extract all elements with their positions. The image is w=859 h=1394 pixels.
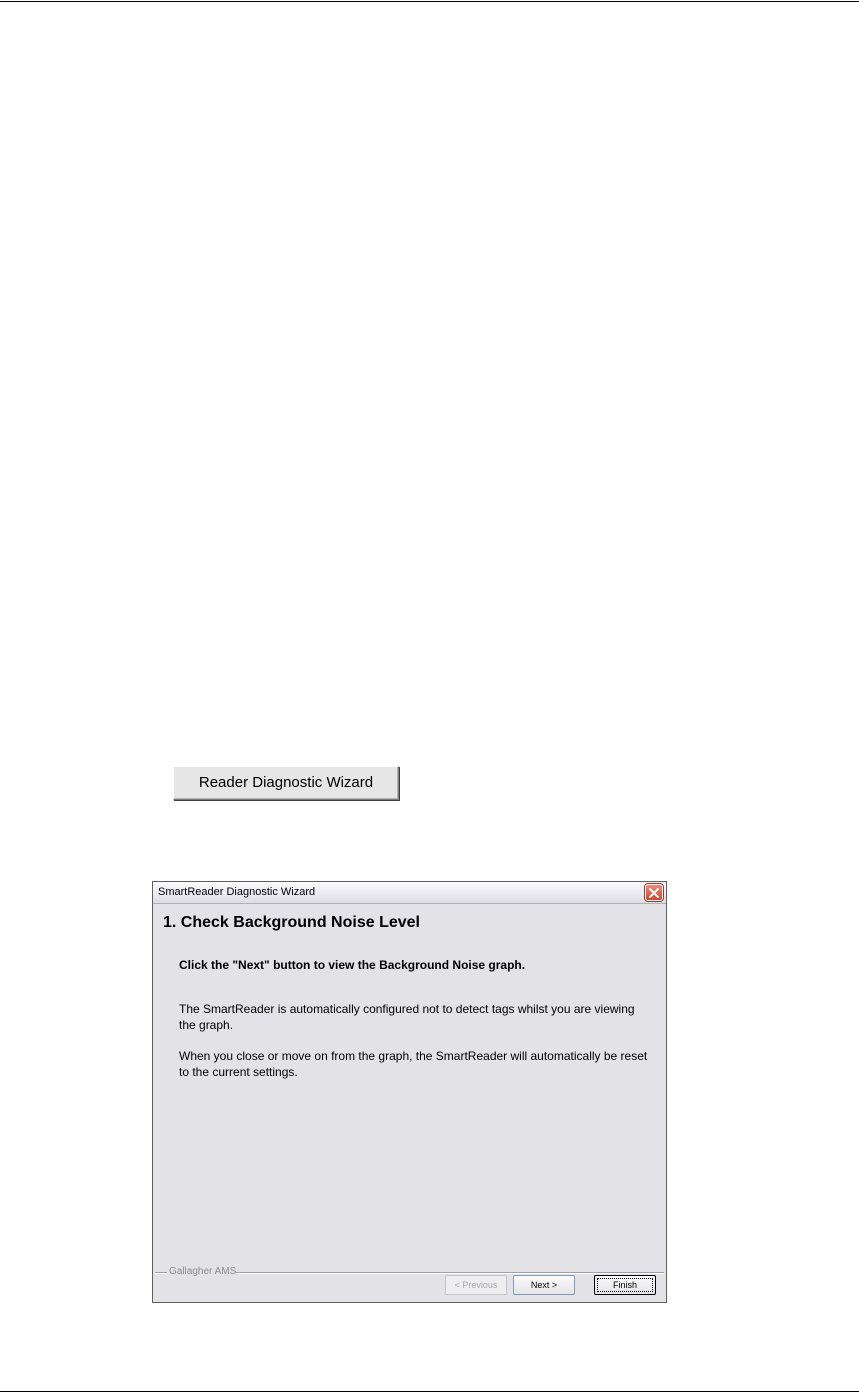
step-heading: 1. Check Background Noise Level [163, 914, 420, 931]
brand-label: Gallagher AMS [169, 1266, 237, 1277]
previous-button[interactable]: < Previous [445, 1275, 507, 1295]
page-top-rule [0, 1, 859, 2]
title-bar[interactable] [153, 882, 666, 904]
page-bottom-rule [0, 1391, 859, 1392]
window-title: SmartReader Diagnostic Wizard [158, 886, 316, 898]
finish-button[interactable]: Finish [594, 1275, 656, 1295]
close-icon [649, 888, 659, 898]
wizard-dialog [152, 881, 667, 1303]
info-paragraph: The SmartReader is automatically configured not to detect tags whilst you are viewing the graph. [179, 1002, 635, 1032]
close-button[interactable] [645, 884, 663, 901]
instruction-text: Click the "Next" button to view the Background Noise graph. [179, 958, 526, 972]
info-paragraph: When you close or move on from the graph, the SmartReader will automatically be reset to the current settings. [179, 1049, 648, 1079]
footer-divider [155, 1272, 167, 1274]
reader-diagnostic-wizard-button[interactable]: Reader Diagnostic Wizard [173, 766, 399, 800]
next-button[interactable]: Next > [513, 1275, 575, 1295]
footer-divider [236, 1272, 664, 1274]
